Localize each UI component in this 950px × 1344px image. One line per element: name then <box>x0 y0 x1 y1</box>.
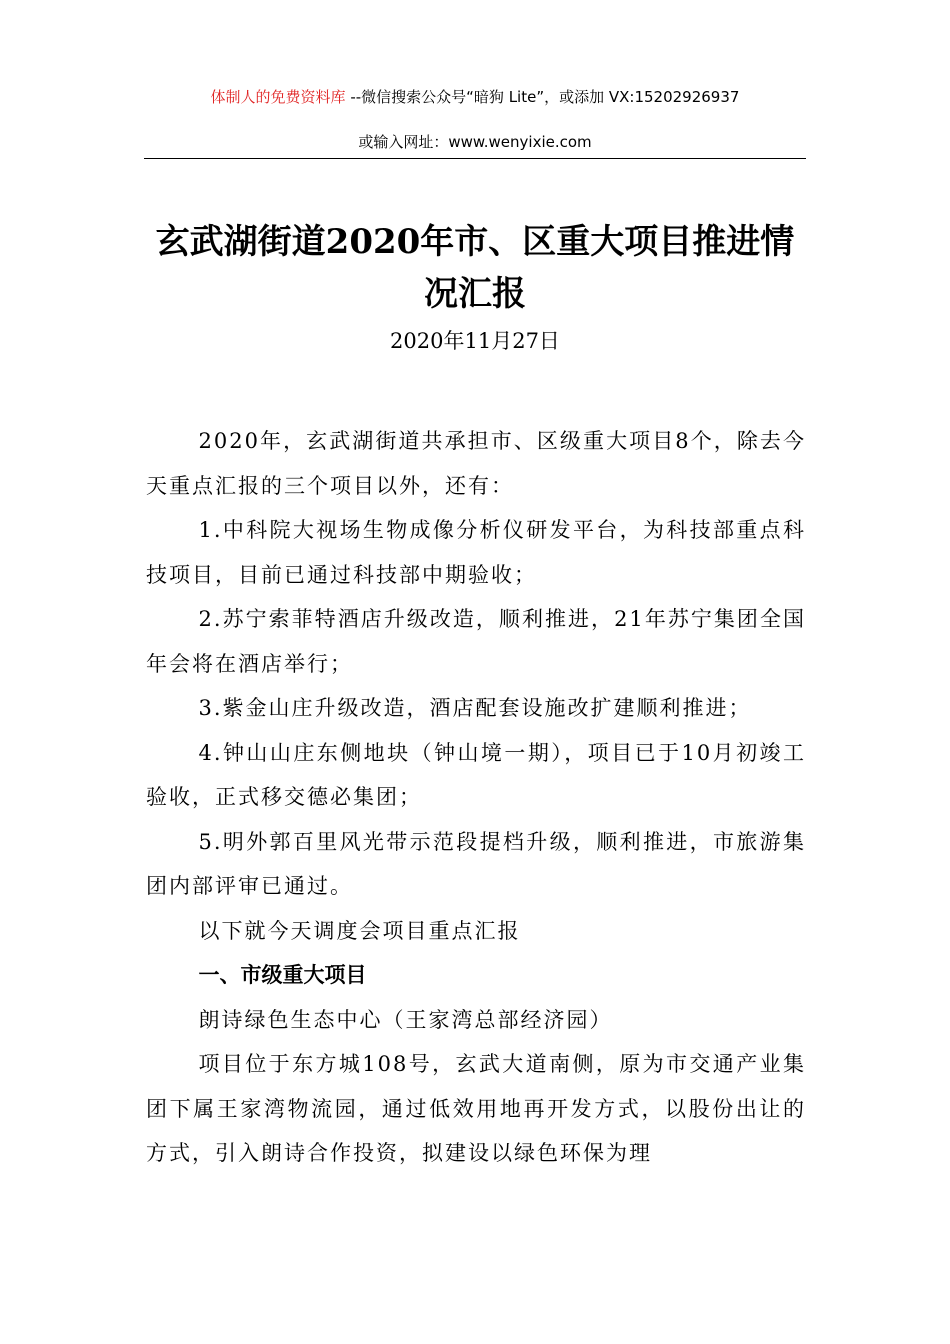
project-name: 朗诗绿色生态中心（王家湾总部经济园） <box>198 1007 613 1032</box>
header-brand: 体制人的免费资料库 <box>210 88 346 106</box>
list-item: 3.紫金山庄升级改造，酒店配套设施改扩建顺利推进； <box>198 696 752 720</box>
list-item: 4.钟山山庄东侧地块（钟山境一期），项目已于10月初竣工验收，正式移交德必集团； <box>146 740 806 809</box>
list-item: 1.中科院大视场生物成像分析仪研发平台，为科技部重点科技项目，目前已通过科技部中期验收； <box>146 518 806 587</box>
list-item: 2.苏宁索菲特酒店升级改造，顺利推进，21年苏宁集团全国年会将在酒店举行； <box>146 607 806 676</box>
project-description: 项目位于东方城108号，玄武大道南侧，原为市交通产业集团下属王家湾物流园，通过低效用地再开发方式，以股份出让的方式，引入朗诗合作投资，拟建设以绿色环保为理 <box>146 1052 806 1165</box>
intro-paragraph: 2020年，玄武湖街道共承担市、区级重大项目8个，除去今天重点汇报的三个项目以外，还有： <box>146 429 806 498</box>
list-item: 5.明外郭百里风光带示范段提档升级，顺利推进，市旅游集团内部评审已通过。 <box>146 829 806 898</box>
header-divider <box>144 158 806 159</box>
section-heading: 一、市级重大项目 <box>198 963 367 987</box>
document-date: 2020年11月27日 <box>390 329 560 353</box>
document-body <box>146 419 806 1176</box>
header-banner <box>0 86 950 108</box>
header-promo: --微信搜索公众号“暗狗 Lite”，或添加 VX:15202926937 <box>345 88 740 106</box>
transition-paragraph: 以下就今天调度会项目重点汇报 <box>198 918 521 943</box>
document-title: 玄武湖街道2020年市、区重大项目推进情况汇报 <box>155 222 795 314</box>
header-website: 或输入网址：www.wenyixie.com <box>358 133 592 151</box>
